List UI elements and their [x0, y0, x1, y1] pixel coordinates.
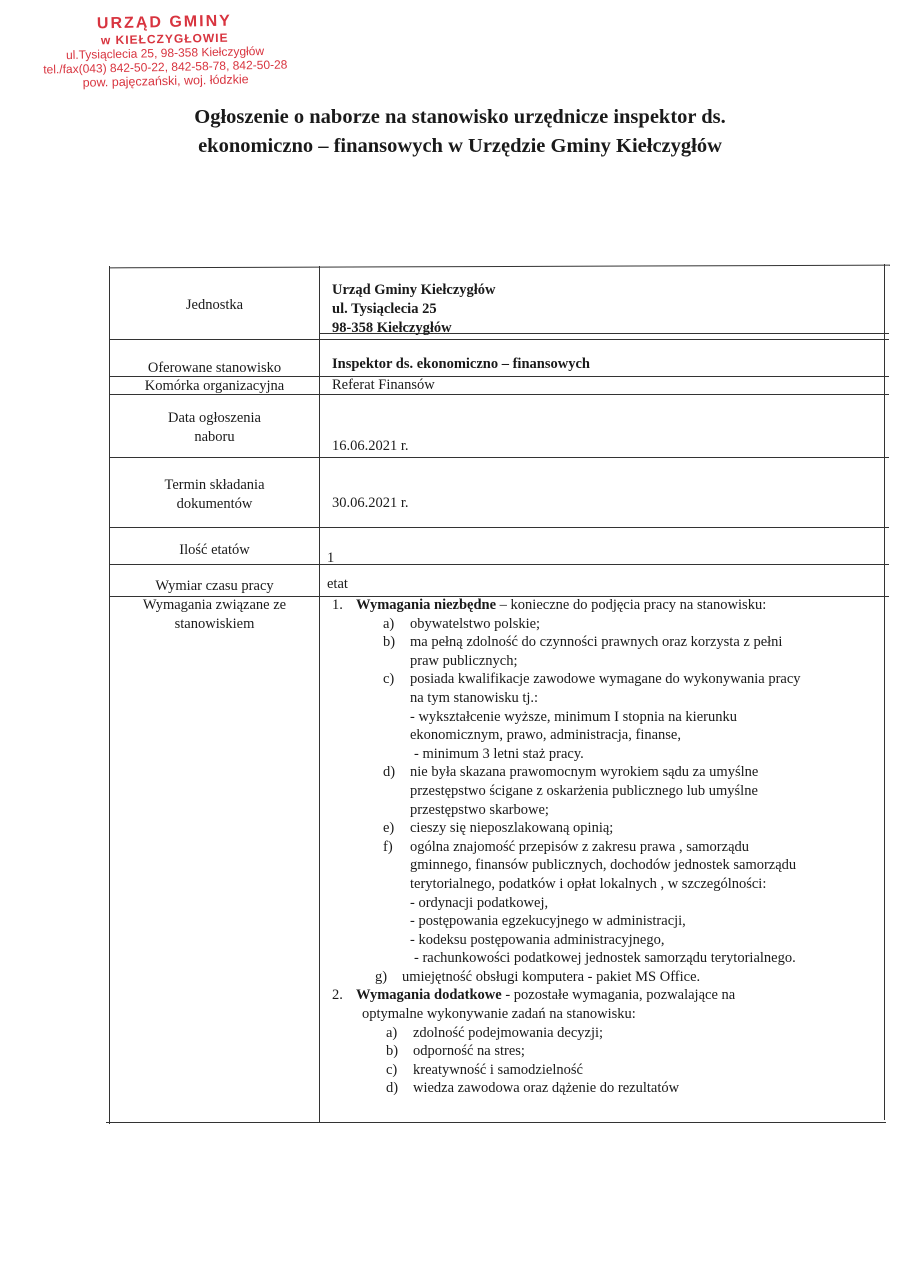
req-item-b-cont: praw publicznych; [410, 652, 518, 669]
req-item-f-cont-1: gminnego, finansów publicznych, dochodów jednostek samorządu [410, 857, 797, 874]
req-item-g [332, 968, 884, 987]
add-item-b [332, 1042, 884, 1061]
section-2-desc-cont: optymalne wykonywanie zadań na stanowisku: [362, 1006, 636, 1023]
req-text-g: umiejętność obsługi komputera - pakiet MS Office. [402, 968, 701, 985]
add-mark-a: a) [386, 1024, 398, 1041]
req-mark-e: e) [383, 820, 395, 837]
section-2-title: Wymagania dodatkowe [356, 987, 502, 1004]
add-mark-c: c) [386, 1061, 398, 1078]
req-text-f-1: ogólna znajomość przepisów z zakresu prawa , samorządu [410, 838, 750, 855]
req-mark-d: d) [383, 764, 396, 781]
req-item-c [332, 670, 884, 689]
req-item-e [332, 819, 884, 838]
wymagania-label-2: stanowiskiem [174, 616, 255, 632]
add-item-d [332, 1079, 884, 1098]
label-jednostka: Jednostka [185, 297, 244, 313]
stamp-line-2: w KIEŁCZYGŁOWIE [100, 30, 229, 48]
req-mark-g: g) [375, 968, 388, 985]
section-2-desc: - pozostałe wymagania, pozwalające na [501, 987, 736, 1004]
req-item-c-cont-1: na tym stanowisku tj.: [410, 689, 539, 706]
label-ilosc-etatow: Ilość etatów [179, 542, 250, 558]
add-text-c: kreatywność i samodzielność [413, 1061, 583, 1078]
add-mark-d: d) [386, 1080, 399, 1097]
req-item-d-cont-1: przestępstwo ścigane z oskarżenia publicznego lub umyślne [410, 782, 758, 799]
req-item-c-cont-2: - wykształcenie wyższe, minimum I stopnia na kierunku [410, 708, 737, 725]
wymagania-label-1: Wymagania związane ze [142, 597, 287, 613]
section-1-number: 1. [332, 597, 343, 613]
req-text-b-1: ma pełną zdolność do czynności prawnych oraz korzysta z pełni [410, 634, 783, 651]
table-border-bottom [106, 1122, 886, 1123]
req-item-a [332, 615, 884, 634]
req-item-f [332, 838, 884, 857]
stamp-line-3: ul.Tysiąclecia 25, 98-358 Kiełczygłów [65, 43, 265, 63]
req-item-f-cont-3: - ordynacji podatkowej, [410, 894, 549, 911]
table-border-right [884, 264, 885, 1120]
value-ilosc-etatow: 1 [327, 550, 335, 566]
section-1-desc: – konieczne do podjęcia pracy na stanowisku: [496, 597, 767, 613]
label-termin [110, 476, 319, 514]
data-ogloszenia-label-2: naboru [194, 429, 235, 445]
req-mark-b: b) [383, 634, 396, 651]
jednostka-line-2: ul. Tysiąclecia 25 [332, 301, 437, 317]
req-text-c-1: posiada kwalifikacje zawodowe wymagane do wykonywania pracy [410, 671, 801, 688]
title-line-2: ekonomiczno – finansowych w Urzędzie Gminy Kiełczygłów [198, 135, 722, 157]
stamp-line-1: URZĄD GMINY [96, 12, 233, 33]
table-border-top [109, 265, 890, 269]
add-text-b: odporność na stres; [413, 1043, 525, 1060]
req-item-f-cont-6: - rachunkowości podatkowej jednostek samorządu terytorialnego. [414, 950, 796, 967]
office-stamp [39, 11, 290, 90]
req-item-c-cont-4: - minimum 3 letni staż pracy. [414, 745, 584, 762]
label-data-ogloszenia [110, 409, 319, 447]
label-wymiar: Wymiar czasu pracy [155, 578, 274, 594]
req-text-d-1: nie była skazana prawomocnym wyrokiem sądu za umyślne [410, 764, 759, 781]
row-line-5 [109, 527, 889, 528]
add-item-c [332, 1061, 884, 1080]
jednostka-line-1: Urząd Gminy Kiełczygłów [332, 282, 496, 298]
title-line-1: Ogłoszenie o naborze na stanowisko urzędnicze inspektor ds. [194, 106, 726, 128]
row-line-4 [109, 457, 889, 458]
label-wymagania [110, 596, 319, 634]
req-mark-c: c) [383, 671, 395, 688]
section-2-heading [332, 986, 884, 1005]
section-2-number: 2. [332, 987, 343, 1004]
add-text-a: zdolność podejmowania decyzji; [413, 1024, 604, 1041]
value-termin: 30.06.2021 r. [332, 495, 409, 511]
label-komorka: Komórka organizacyjna [144, 378, 285, 394]
req-item-c-cont-3: ekonomicznym, prawo, administracja, finanse, [410, 727, 681, 744]
termin-label-2: dokumentów [176, 496, 253, 512]
value-jednostka [332, 281, 872, 338]
req-item-b [332, 633, 884, 652]
row-line-1 [109, 339, 889, 340]
section-1-heading [332, 596, 884, 615]
document-title [115, 103, 805, 161]
requirements-list [332, 596, 884, 1098]
value-komorka: Referat Finansów [332, 377, 435, 393]
add-mark-b: b) [386, 1043, 399, 1060]
stamp-line-4: tel./fax(043) 842-50-22, 842-58-78, 842-50-28 [43, 57, 288, 77]
req-item-f-cont-5: - kodeksu postępowania administracyjnego, [410, 931, 665, 948]
termin-label-1: Termin składania [164, 477, 265, 493]
req-mark-a: a) [383, 615, 395, 632]
value-wymiar: etat [327, 576, 348, 592]
req-item-d [332, 763, 884, 782]
label-stanowisko: Oferowane stanowisko [147, 360, 282, 376]
req-item-d-cont-2: przestępstwo skarbowe; [410, 801, 549, 818]
req-item-f-cont-4: - postępowania egzekucyjnego w administracji, [410, 913, 686, 930]
section-1-title: Wymagania niezbędne [356, 597, 497, 613]
value-stanowisko: Inspektor ds. ekonomiczno – finansowych [332, 356, 590, 372]
add-text-d: wiedza zawodowa oraz dążenie do rezultatów [413, 1080, 680, 1097]
add-item-a [332, 1024, 884, 1043]
req-mark-f: f) [383, 838, 393, 855]
jednostka-line-3: 98-358 Kiełczygłów [332, 320, 452, 336]
req-text-a: obywatelstwo polskie; [410, 615, 541, 632]
data-ogloszenia-label-1: Data ogłoszenia [167, 410, 261, 426]
stamp-line-5: pow. pajęczański, woj. łódzkie [82, 72, 249, 90]
req-item-f-cont-2: terytorialnego, podatków i opłat lokalnych , w szczególności: [410, 875, 767, 892]
req-text-e: cieszy się nieposzlakowaną opinią; [410, 820, 614, 837]
value-data-ogloszenia: 16.06.2021 r. [332, 438, 409, 454]
